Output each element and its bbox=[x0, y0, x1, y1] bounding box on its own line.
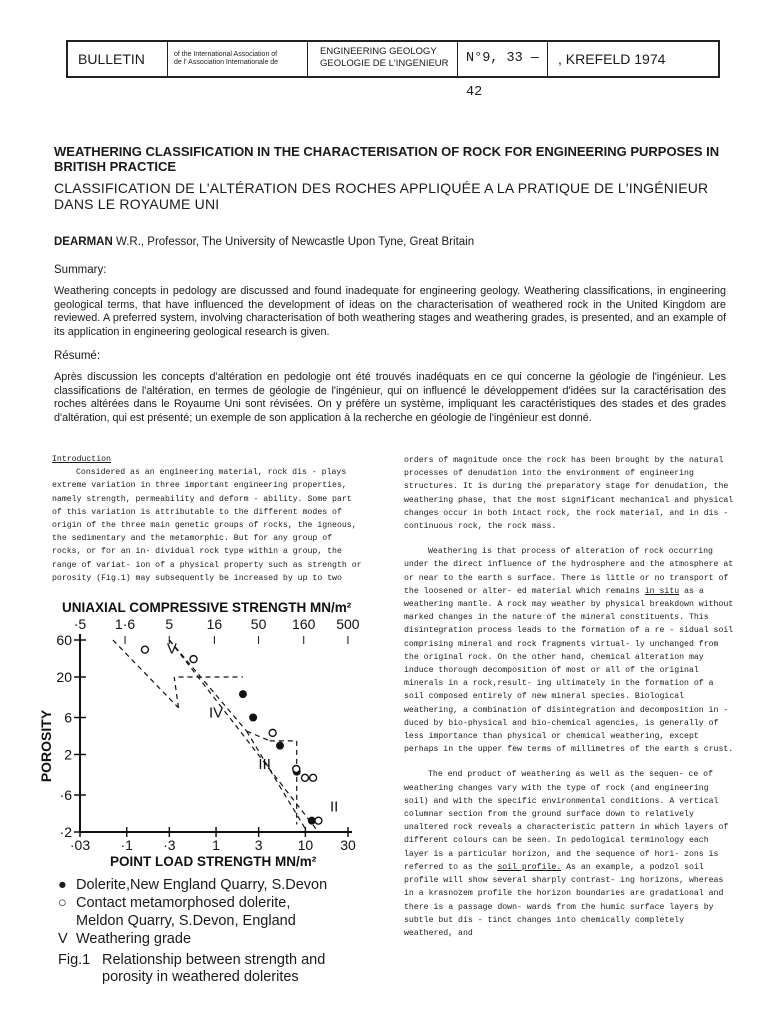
right-p2-text-b: As an example, a podzol soil profile will show several sharply contrast- ing horizons, whereas in a krasnozem profile the horizon boundaries are gradational and there is a passage down- wards from the humic surface layers by subtle but dis - tinct changes into chemically completely weathered, and bbox=[404, 862, 724, 938]
caption-line-2: porosity in weathered dolerites bbox=[102, 969, 299, 985]
right-paragraph-1 bbox=[404, 545, 734, 756]
open-point bbox=[310, 774, 317, 781]
grade-label-v: V bbox=[166, 640, 177, 658]
y-tick-label: 6 bbox=[64, 709, 72, 726]
x-tick-label: ·03 bbox=[69, 837, 91, 853]
filled-point bbox=[249, 714, 257, 722]
chart-frame bbox=[80, 634, 352, 832]
open-point bbox=[315, 817, 322, 824]
x-axis-ticks bbox=[70, 827, 356, 853]
filled-point bbox=[239, 690, 247, 698]
grade-labels bbox=[167, 641, 339, 816]
top-tick-label: 5 bbox=[165, 616, 174, 632]
y-axis-title-group bbox=[38, 709, 54, 782]
bulletin-header bbox=[66, 40, 720, 100]
issue-number: N°9, 33 — 42 bbox=[458, 42, 548, 76]
legend-open bbox=[58, 895, 290, 912]
filled-dot-icon: ● bbox=[58, 877, 67, 893]
engineering-geology-en: ENGINEERING GEOLOGY bbox=[320, 46, 437, 57]
engineering-geology-label bbox=[308, 42, 458, 76]
grade-v-symbol: V bbox=[58, 931, 68, 947]
legend-filled bbox=[58, 877, 327, 894]
in-situ-term: in situ bbox=[644, 586, 680, 596]
right-p2-text-a: The end product of weathering as well as the sequen- ce of weathering changes vary with the type of rock (and engineering soil) and with the specific environmental conditions. A vertical columnar section from the ground surface down to relatively unaltered rock reveals a characteristic pattern in which layers of different colours can be seen. In pedological terminology each layer is a particular horizon, and the sequence of hori- zons is referred to as the bbox=[404, 770, 729, 872]
grade-label-ii: II bbox=[329, 798, 339, 816]
legend-open-text-1: Contact metamorphosed dolerite, bbox=[76, 895, 291, 911]
bulletin-label: BULLETIN bbox=[68, 42, 168, 76]
x-tick-label: 30 bbox=[340, 837, 356, 853]
top-tick-label: 500 bbox=[336, 616, 360, 632]
top-axis-title: UNIAXIAL COMPRESSIVE STRENGTH MN/m² bbox=[62, 600, 352, 615]
grade-label-iii: III bbox=[258, 755, 271, 773]
open-point bbox=[190, 656, 197, 663]
y-tick-label: ·2 bbox=[59, 824, 72, 840]
right-paragraph-2 bbox=[404, 768, 734, 940]
left-column bbox=[52, 453, 362, 585]
open-point bbox=[141, 646, 148, 653]
right-paragraph-0: orders of magnitude once the rock has been brought by the natural processes of denudation into the environment of engineering structures. It is during the preparatory stage for denudation, the weathering phase, that the most significant mechanical and physical changes occur in both intact rock, the rock material, and in dis - continuous rock, the rock mass. bbox=[404, 456, 734, 532]
grade-label-iv: IV bbox=[208, 704, 224, 722]
top-tick-label: 16 bbox=[206, 616, 223, 632]
right-p1-text-b: as a weathering mantle. A rock may weather by physical breakdown without marked changes in the nature of the mineral constituents. This disintegration process leads to the formation of a re - sidual soil comprising mineral and rock fragments virtual- ly unchanged from the original rock. On the other hand, chemical alteration may induce thorough decomposition of most or all of the original minerals in a rock,result- ing ultimately in the formation of a soil composed entirely of new mineral species. Biological weathering, a combination of disintegration and decomposition in - duced by bio-physical and bio-chemical agencies, is generally of less importance than physical or chemical weathering, except perhaps in the upper few terms of millimetres of the earth s crust. bbox=[404, 586, 734, 755]
boundary-step-1 bbox=[174, 677, 178, 708]
author-name: DEARMAN bbox=[54, 236, 113, 248]
right-p1-text-a: Weathering is that process of alteration of rock occurring under the direct influence of the hydrosphere and the atmosphere at or near to the earth s surface. There is little or no transport of the loosened or alter- ed material which remains bbox=[404, 547, 734, 596]
top-tick-label: ·5 bbox=[73, 616, 87, 632]
association-line-1: of the International Association of bbox=[174, 51, 278, 58]
title-french: CLASSIFICATION DE L'ALTÉRATION DES ROCHES APPLIQUÉE A LA PRATIQUE DE L'INGÉNIEUR DANS LE ROYAUME UNI bbox=[54, 180, 709, 212]
open-point bbox=[269, 729, 276, 736]
right-column bbox=[404, 454, 734, 940]
legend-grade bbox=[58, 931, 191, 948]
caption-line-1: Relationship between strength and bbox=[102, 952, 326, 968]
resume-text: Après discussion les concepts d'altération en pedologie ont été trouvés inadéquats en ce qui concerne la géologie de l'ingénieur. Les classifications de l'altération, en termes de géologie de l'ingénieur, qui on influencé le développement d'idées sur la caractérisation des roches altérées dans le Royaume Uni sont révisées. On y préfère un système, impliquant les caractéristiques des stades et des grades d'altération, qui est présenté; un exemple de son application à la recherche en géologie de l'ingénieur est donné. bbox=[54, 371, 726, 424]
x-tick-label: 3 bbox=[254, 837, 263, 853]
summary-text: Weathering concepts in pedology are discussed and found inadequate for engineering geology. Weathering classifications, in engineering geological terms, that have influenced the development of ideas on the characterisation of weathered rock in the United Kingdom are reviewed. A preferred system, involving characterisation of both weathering stages and weathering grades, is presented, and an example of its application in engineering geological research is given. bbox=[54, 285, 726, 338]
boundary-line-3 bbox=[166, 640, 318, 832]
x-tick-label: 10 bbox=[297, 837, 314, 853]
y-tick-label: ·6 bbox=[59, 787, 72, 804]
figure-1-chart bbox=[40, 596, 370, 872]
top-tick-label: 1·6 bbox=[114, 616, 136, 632]
boundary-step-3 bbox=[247, 731, 270, 741]
top-tick-label: 50 bbox=[250, 616, 267, 632]
author-affiliation: W.R., Professor, The University of Newcastle Upon Tyne, Great Britain bbox=[112, 236, 475, 248]
x-tick-label: ·1 bbox=[120, 837, 133, 853]
summary-label: Summary: bbox=[54, 264, 107, 276]
top-axis-ticks bbox=[74, 616, 360, 644]
figure-label: Fig.1 bbox=[58, 952, 91, 968]
y-axis-ticks bbox=[56, 632, 86, 840]
open-point bbox=[293, 765, 300, 772]
open-point bbox=[301, 774, 308, 781]
y-tick-label: 20 bbox=[56, 668, 72, 685]
soil-profile-term: soil profile. bbox=[497, 862, 562, 872]
y-axis-title: POROSITY bbox=[38, 709, 54, 783]
x-tick-label: 1 bbox=[212, 837, 220, 853]
legend-filled-text: Dolerite,New England Quarry, S.Devon bbox=[76, 877, 328, 893]
x-axis-title: POINT LOAD STRENGTH MN/m² bbox=[110, 854, 317, 869]
top-tick-label: 160 bbox=[292, 616, 316, 632]
boundary-lines bbox=[113, 640, 319, 832]
data-points bbox=[141, 646, 321, 824]
resume-label: Résumé: bbox=[54, 350, 101, 362]
association-line-2: de l' Association Internationale de bbox=[174, 59, 279, 66]
filled-point bbox=[276, 742, 284, 750]
association-label bbox=[168, 42, 308, 76]
introduction-heading: Introduction bbox=[52, 455, 111, 464]
author-line bbox=[54, 236, 734, 248]
figure-caption bbox=[58, 952, 325, 969]
legend-grade-text: Weathering grade bbox=[76, 931, 192, 947]
legend-open-line-2: Meldon Quarry, S.Devon, England bbox=[76, 913, 296, 929]
open-circle-icon: ○ bbox=[58, 895, 67, 911]
introduction-paragraph: Considered as an engineering material, rock dis - plays extreme variation in three important engineering properties, namely strength, permeability and deform - ability. Some part of this variation is attributable to the different modes of origin of the three main genetic groups of rocks, the igneous, the sedimentary and the metamorphic. But for any group of rocks, or for an in- dividual rock type within a group, the range of variat- ion of a physical property such as strength or porosity (Fig.1) may subsequently be increased by up to two bbox=[52, 468, 362, 583]
y-tick-label: 2 bbox=[64, 746, 72, 763]
x-tick-label: ·3 bbox=[163, 837, 176, 853]
place-year: , KREFELD 1974 bbox=[558, 51, 666, 67]
y-tick-label: 60 bbox=[56, 632, 72, 648]
title-english: WEATHERING CLASSIFICATION IN THE CHARACTERISATION OF ROCK FOR ENGINEERING PURPOSES IN BRITISH PRACTICE bbox=[54, 144, 720, 174]
engineering-geology-fr: GEOLOGIE DE L'INGENIEUR bbox=[320, 58, 449, 69]
